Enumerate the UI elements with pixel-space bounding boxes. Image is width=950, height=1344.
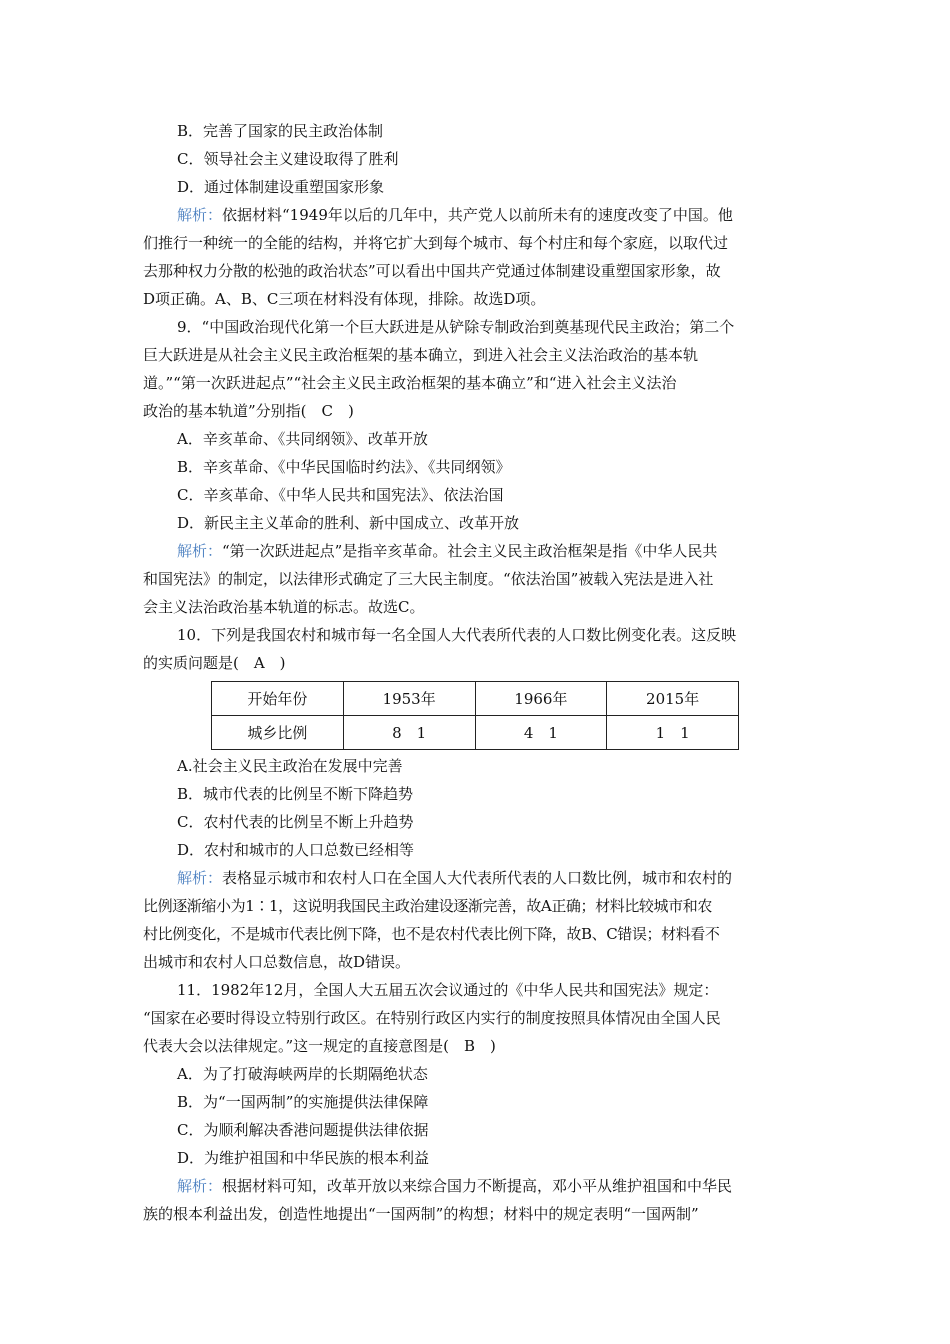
table-header-row [212,682,739,716]
question-11 [143,976,808,1228]
question-9 [143,313,808,621]
q10-analysis-line-4: 出城市和农村人口总数信息，故D错误。 [143,953,411,971]
table-cell: 4 1 [475,716,607,750]
question-10 [143,621,808,976]
q8-analysis-line-3: 去那种权力分散的松弛的政治状态”可以看出中国共产党通过体制建设重塑国家形象，故 [143,262,721,280]
q10-analysis-line-1: 解析：表格显示城市和农村人口在全国人大代表所代表的人口数比例，城市和农村的 [177,869,733,887]
q11-analysis-line-2: 族的根本利益出发，创造性地提出“一国两制”的构想；材料中的规定表明“一国两制” [143,1205,699,1223]
q11-option-d: D．为维护祖国和中华民族的根本利益 [177,1149,430,1167]
q9-analysis-line-3: 会主义法治政治基本轨道的标志。故选C。 [143,598,425,616]
q8-analysis-line-2: 们推行一种统一的全能的结构，并将它扩大到每个城市、每个村庄和每个家庭，以取代过 [143,234,729,252]
q10-analysis-line-3: 村比例变化，不是城市代表比例下降，也不是农村代表比例下降，故B、C错误；材料看不 [143,925,720,943]
q10-option-b: B．城市代表的比例呈不断下降趋势 [177,785,414,803]
q9-analysis-label: 解析： [177,542,223,560]
q11-option-c: C．为顺利解决香港问题提供法律依据 [177,1121,429,1139]
q8-option-b: B．完善了国家的民主政治体制 [177,122,384,140]
q10-analysis-line-2: 比例逐渐缩小为1∶1，这说明我国民主政治建设逐渐完善，故A正确；材料比较城市和农 [143,897,712,915]
table-header-cell: 1966年 [475,682,607,716]
q9-option-d: D．新民主主义革命的胜利、新中国成立、改革开放 [177,514,520,532]
q8-analysis-line-4: D项正确。A、B、C三项在材料没有体现，排除。故选D项。 [143,290,546,308]
table-cell: 1 1 [607,716,739,750]
table-header-cell: 开始年份 [212,682,344,716]
q9-option-b: B．辛亥革命、《中华民国临时约法》、《共同纲领》 [177,458,511,476]
table-header-cell: 2015年 [607,682,739,716]
q9-option-c: C．辛亥革命、《中华人民共和国宪法》、依法治国 [177,486,504,504]
q9-stem-line-2: 巨大跃进是从社会主义民主政治框架的基本确立，到进入社会主义法治政治的基本轨 [143,346,699,364]
table-cell: 8 1 [343,716,475,750]
q10-option-a: A.社会主义民主政治在发展中完善 [177,757,403,775]
page-content [143,117,808,1228]
q8-option-d: D．通过体制建设重塑国家形象 [177,178,385,196]
table-header-cell: 1953年 [343,682,475,716]
q10-stem-line-1: 10．下列是我国农村和城市每一名全国人大代表所代表的人口数比例变化表。这反映 [177,626,737,644]
q9-analysis-line-2: 和国宪法》的制定，以法律形式确定了三大民主制度。“依法治国”被载入宪法是进入社 [143,570,714,588]
q11-analysis-label: 解析： [177,1177,223,1195]
q11-stem-line-2: “国家在必要时得设立特别行政区。在特别行政区内实行的制度按照具体情况由全国人民 [143,1009,721,1027]
q8-option-c: C．领导社会主义建设取得了胜利 [177,150,399,168]
table-row [212,716,739,750]
population-ratio-table [211,681,739,750]
q10-analysis-label: 解析： [177,869,223,887]
q9-stem-line-1: 9．“中国政治现代化第一个巨大跃进是从铲除专制政治到奠基现代民主政治；第二个 [177,318,735,336]
q11-stem-line-3: 代表大会以法律规定。”这一规定的直接意图是( B ) [143,1037,496,1055]
q8-analysis-line-1: 解析：依据材料“1949年以后的几年中，共产党人以前所未有的速度改变了中国。他 [177,206,733,224]
table-cell: 城乡比例 [212,716,344,750]
q9-stem-line-3: 道。”“第一次跃进起点”“社会主义民主政治框架的基本确立”和“进入社会主义法治 [143,374,677,392]
q10-option-c: C．农村代表的比例呈不断上升趋势 [177,813,414,831]
q11-option-a: A．为了打破海峡两岸的长期隔绝状态 [177,1065,428,1083]
q10-option-d: D．农村和城市的人口总数已经相等 [177,841,415,859]
q8-analysis-label: 解析： [177,206,223,224]
q10-stem-line-2: 的实质问题是( A ) [143,654,286,672]
q9-analysis-line-1: 解析：“第一次跃进起点”是指辛亥革命。社会主义民主政治框架是指《中华人民共 [177,542,718,560]
q9-option-a: A．辛亥革命、《共同纲领》、改革开放 [177,430,428,448]
q11-stem-line-1: 11．1982年12月，全国人大五届五次会议通过的《中华人民共和国宪法》规定： [177,981,719,999]
q11-analysis-line-1: 解析：根据材料可知，改革开放以来综合国力不断提高，邓小平从维护祖国和中华民 [177,1177,733,1195]
question-8 [143,117,808,313]
q11-option-b: B．为“一国两制”的实施提供法律保障 [177,1093,429,1111]
q9-stem-line-4: 政治的基本轨道”分别指( C ) [143,402,354,420]
